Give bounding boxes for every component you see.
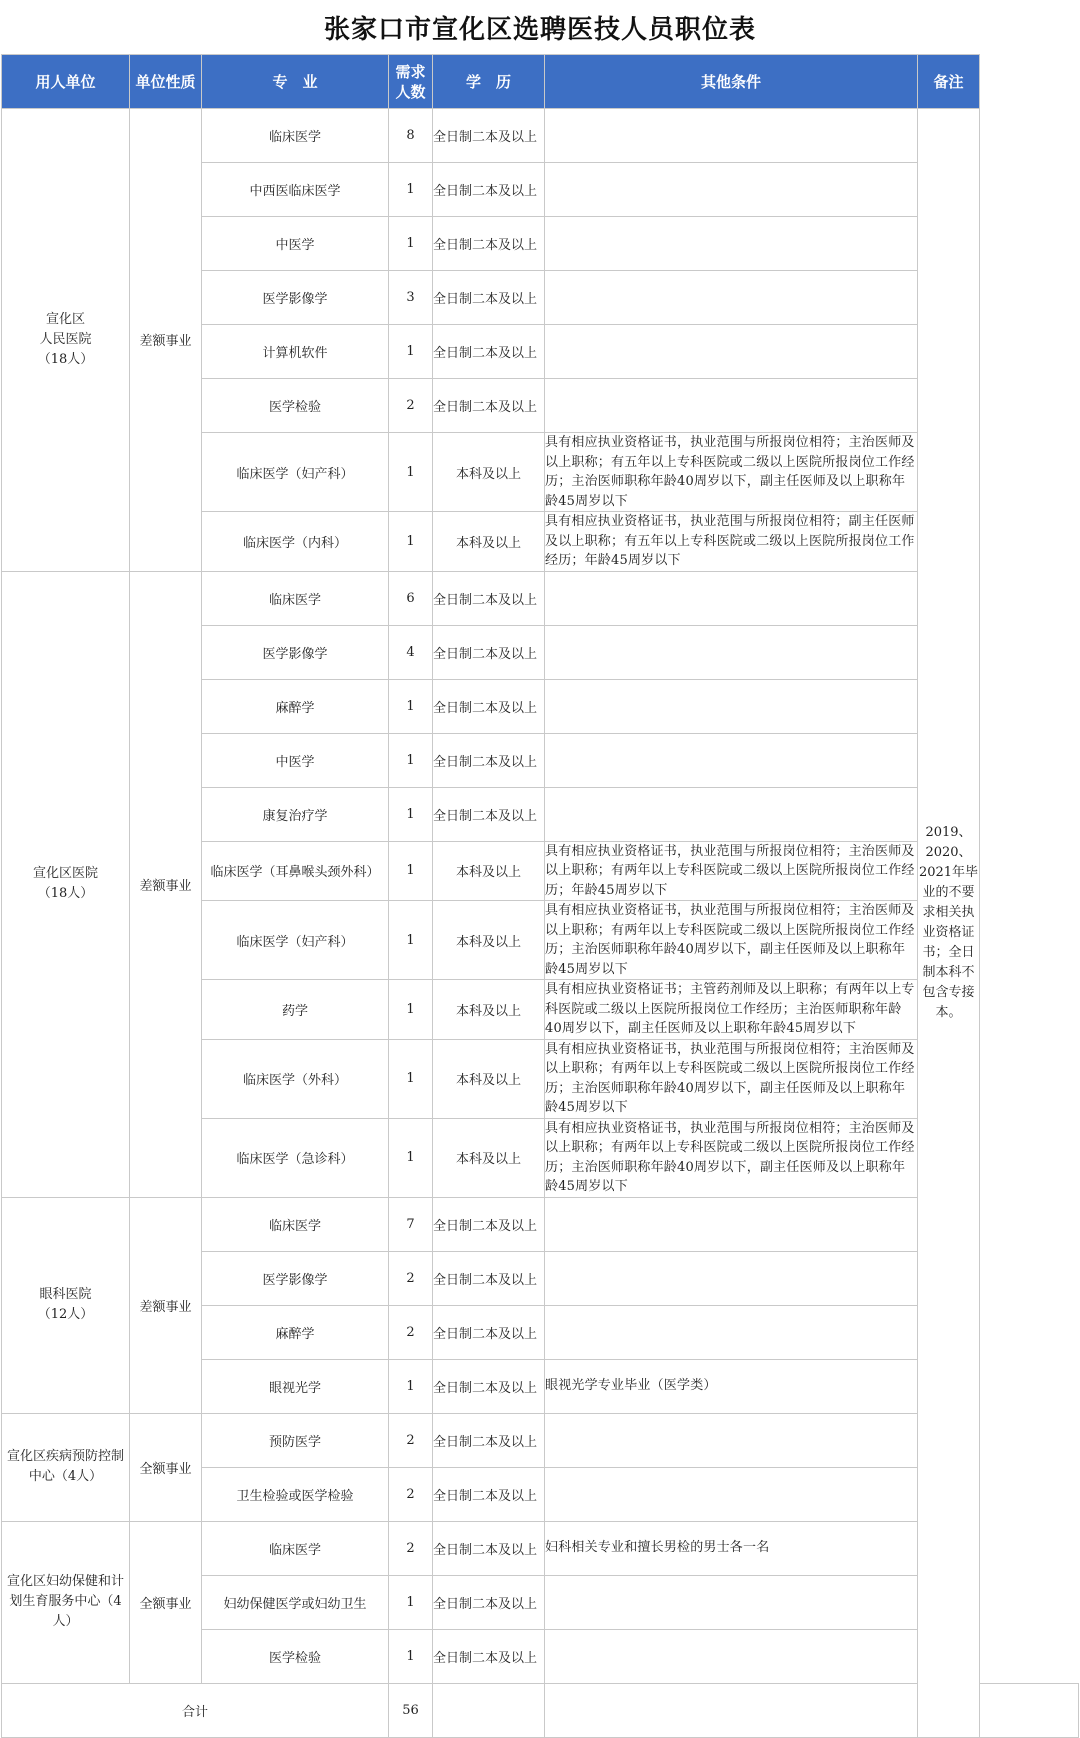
major-cell: 康复治疗学 [202, 787, 389, 841]
count-cell: 3 [389, 271, 433, 325]
unit-cell [2, 1521, 130, 1683]
conditions-cell [545, 325, 918, 379]
count-cell: 1 [389, 1629, 433, 1683]
unit-name-line: 眼科医院 [39, 1287, 92, 1302]
count-cell: 1 [389, 433, 433, 512]
major-cell: 卫生检验或医学检验 [202, 1467, 389, 1521]
major-cell: 麻醉学 [202, 1305, 389, 1359]
header-count [389, 55, 433, 109]
education-cell: 全日制二本及以上 [433, 787, 545, 841]
conditions-cell [545, 1629, 918, 1683]
conditions-cell [545, 679, 918, 733]
header-count-line2: 人数 [395, 82, 426, 101]
table-row [2, 1197, 1079, 1251]
education-cell: 全日制二本及以上 [433, 217, 545, 271]
major-cell: 临床医学（妇产科） [202, 901, 389, 980]
major-cell: 临床医学 [202, 571, 389, 625]
unit-quota: （18人） [37, 351, 94, 367]
major-cell: 中医学 [202, 217, 389, 271]
conditions-cell [545, 217, 918, 271]
nature-cell: 差额事业 [130, 109, 202, 572]
education-cell: 本科及以上 [433, 1118, 545, 1197]
table-row [2, 571, 1079, 625]
conditions-cell: 具有相应执业资格证书；主管药剂师及以上职称；有两年以上专科医院或二级以上医院所报岗位工作经历；主治医师职称年龄40周岁以下，副主任医师及以上职称年龄45周岁以下 [545, 980, 918, 1040]
major-cell: 临床医学（妇产科） [202, 433, 389, 512]
header-row [2, 55, 1079, 109]
conditions-cell [545, 379, 918, 433]
count-cell: 1 [389, 163, 433, 217]
count-cell: 7 [389, 1197, 433, 1251]
header-count-line1: 需求 [395, 62, 426, 81]
conditions-cell: 眼视光学专业毕业（医学类） [545, 1359, 918, 1413]
positions-table [1, 54, 1079, 1738]
count-cell: 1 [389, 1118, 433, 1197]
major-cell: 临床医学 [202, 1197, 389, 1251]
count-cell: 1 [389, 901, 433, 980]
count-cell: 1 [389, 787, 433, 841]
education-cell: 全日制二本及以上 [433, 1467, 545, 1521]
unit-quota: （12人） [37, 1307, 94, 1322]
conditions-cell: 具有相应执业资格证书，执业范围与所报岗位相符；主治医师及以上职称；有两年以上专科医院或二级以上医院所报岗位工作经历；主治医师职称年龄40周岁以下，副主任医师及以上职称年龄45周岁以下 [545, 1039, 918, 1118]
education-cell: 全日制二本及以上 [433, 1251, 545, 1305]
major-cell: 医学影像学 [202, 625, 389, 679]
conditions-cell: 具有相应执业资格证书，执业范围与所报岗位相符；副主任医师及以上职称；有五年以上专科医院或二级以上医院所报岗位工作经历；年龄45周岁以下 [545, 512, 918, 572]
education-cell: 全日制二本及以上 [433, 109, 545, 163]
major-cell: 临床医学（内科） [202, 512, 389, 572]
count-cell: 2 [389, 379, 433, 433]
total-label: 合计 [2, 1683, 389, 1737]
unit-name-line: 划生育服务中心（4 [9, 1594, 122, 1609]
education-cell: 全日制二本及以上 [433, 571, 545, 625]
education-cell: 全日制二本及以上 [433, 679, 545, 733]
conditions-cell [545, 163, 918, 217]
conditions-cell [545, 1575, 918, 1629]
count-cell: 1 [389, 512, 433, 572]
conditions-cell: 具有相应执业资格证书，执业范围与所报岗位相符；主治医师及以上职称；有两年以上专科医院或二级以上医院所报岗位工作经历；年龄45周岁以下 [545, 841, 918, 901]
conditions-cell: 具有相应执业资格证书，执业范围与所报岗位相符；主治医师及以上职称；有两年以上专科医院或二级以上医院所报岗位工作经历；主治医师职称年龄40周岁以下，副主任医师及以上职称年龄45周岁以下 [545, 1118, 918, 1197]
conditions-cell [545, 733, 918, 787]
count-cell: 1 [389, 1039, 433, 1118]
education-cell: 本科及以上 [433, 1039, 545, 1118]
unit-quota: （18人） [37, 886, 94, 901]
major-cell: 医学检验 [202, 1629, 389, 1683]
conditions-cell: 具有相应执业资格证书，执业范围与所报岗位相符；主治医师及以上职称；有两年以上专科医院或二级以上医院所报岗位工作经历；主治医师职称年龄40周岁以下，副主任医师及以上职称年龄45周岁以下 [545, 901, 918, 980]
total-empty-cell [545, 1683, 918, 1737]
conditions-cell [545, 1467, 918, 1521]
education-cell: 全日制二本及以上 [433, 1521, 545, 1575]
conditions-cell [545, 571, 918, 625]
nature-cell: 全额事业 [130, 1413, 202, 1521]
major-cell: 临床医学（急诊科） [202, 1118, 389, 1197]
major-cell: 药学 [202, 980, 389, 1040]
page-title: 张家口市宣化区选聘医技人员职位表 [323, 14, 756, 45]
education-cell: 本科及以上 [433, 841, 545, 901]
count-cell: 2 [389, 1521, 433, 1575]
count-cell: 1 [389, 1359, 433, 1413]
major-cell: 医学检验 [202, 379, 389, 433]
conditions-cell [545, 1251, 918, 1305]
major-cell: 眼视光学 [202, 1359, 389, 1413]
nature-cell: 差额事业 [130, 571, 202, 1197]
unit-cell [2, 1197, 130, 1413]
major-cell: 临床医学（外科） [202, 1039, 389, 1118]
count-cell: 1 [389, 1575, 433, 1629]
header-major: 专 业 [202, 55, 389, 109]
count-cell: 1 [389, 980, 433, 1040]
count-cell: 2 [389, 1305, 433, 1359]
conditions-cell [545, 1197, 918, 1251]
conditions-cell [545, 109, 918, 163]
count-cell: 1 [389, 325, 433, 379]
unit-name-line: 人民医院 [39, 331, 92, 347]
total-row [2, 1683, 1079, 1737]
major-cell: 计算机软件 [202, 325, 389, 379]
unit-name-line: 人） [52, 1614, 79, 1629]
total-empty-cell [980, 1683, 1079, 1737]
major-cell: 预防医学 [202, 1413, 389, 1467]
major-cell: 医学影像学 [202, 271, 389, 325]
count-cell: 6 [389, 571, 433, 625]
major-cell: 中医学 [202, 733, 389, 787]
count-cell: 2 [389, 1467, 433, 1521]
major-cell: 麻醉学 [202, 679, 389, 733]
count-cell: 1 [389, 841, 433, 901]
table-row [2, 1413, 1079, 1467]
count-cell: 1 [389, 217, 433, 271]
conditions-cell [545, 625, 918, 679]
education-cell: 全日制二本及以上 [433, 1413, 545, 1467]
nature-cell: 全额事业 [130, 1521, 202, 1683]
unit-name-line: 宣化区医院 [32, 866, 98, 881]
education-cell: 本科及以上 [433, 901, 545, 980]
count-cell: 1 [389, 733, 433, 787]
education-cell: 全日制二本及以上 [433, 1197, 545, 1251]
header-unit: 用人单位 [2, 55, 130, 109]
major-cell: 中西医临床医学 [202, 163, 389, 217]
conditions-cell [545, 1413, 918, 1467]
education-cell: 全日制二本及以上 [433, 1359, 545, 1413]
nature-cell: 差额事业 [130, 1197, 202, 1413]
conditions-cell: 具有相应执业资格证书，执业范围与所报岗位相符；主治医师及以上职称；有五年以上专科医院或二级以上医院所报岗位工作经历；主治医师职称年龄40周岁以下，副主任医师及以上职称年龄45周岁以下 [545, 433, 918, 512]
education-cell: 全日制二本及以上 [433, 271, 545, 325]
education-cell: 全日制二本及以上 [433, 379, 545, 433]
total-empty-cell [433, 1683, 545, 1737]
conditions-cell: 妇科相关专业和擅长男检的男士各一名 [545, 1521, 918, 1575]
unit-cell [2, 1413, 130, 1521]
count-cell: 2 [389, 1413, 433, 1467]
education-cell: 全日制二本及以上 [433, 1575, 545, 1629]
education-cell: 全日制二本及以上 [433, 733, 545, 787]
major-cell: 妇幼保健医学或妇幼卫生 [202, 1575, 389, 1629]
table-row [2, 1521, 1079, 1575]
major-cell: 医学影像学 [202, 1251, 389, 1305]
education-cell: 本科及以上 [433, 433, 545, 512]
major-cell: 临床医学（耳鼻喉头颈外科） [202, 841, 389, 901]
total-count: 56 [389, 1683, 433, 1737]
education-cell: 本科及以上 [433, 980, 545, 1040]
table-row [2, 109, 1079, 163]
header-remark: 备注 [918, 55, 980, 109]
education-cell: 全日制二本及以上 [433, 1629, 545, 1683]
header-conditions: 其他条件 [545, 55, 918, 109]
unit-name-line: 中心（4人） [28, 1469, 103, 1484]
unit-name-line: 宣化区疾病预防控制 [6, 1449, 124, 1464]
conditions-cell [545, 1305, 918, 1359]
education-cell: 全日制二本及以上 [433, 325, 545, 379]
education-cell: 全日制二本及以上 [433, 1305, 545, 1359]
major-cell: 临床医学 [202, 109, 389, 163]
count-cell: 8 [389, 109, 433, 163]
conditions-cell [545, 271, 918, 325]
unit-cell [2, 571, 130, 1197]
count-cell: 4 [389, 625, 433, 679]
unit-name-line: 宣化区 [45, 311, 85, 327]
education-cell: 本科及以上 [433, 512, 545, 572]
unit-name-line: 宣化区妇幼保健和计 [6, 1574, 124, 1589]
education-cell: 全日制二本及以上 [433, 625, 545, 679]
header-nature: 单位性质 [130, 55, 202, 109]
remark-cell: 2019、2020、2021年毕业的不要求相关执业资格证书；全日制本科不包含专接本。 [918, 109, 980, 1738]
education-cell: 全日制二本及以上 [433, 163, 545, 217]
major-cell: 临床医学 [202, 1521, 389, 1575]
count-cell: 2 [389, 1251, 433, 1305]
header-education: 学 历 [433, 55, 545, 109]
conditions-cell [545, 787, 918, 841]
count-cell: 1 [389, 679, 433, 733]
unit-cell [2, 109, 130, 572]
